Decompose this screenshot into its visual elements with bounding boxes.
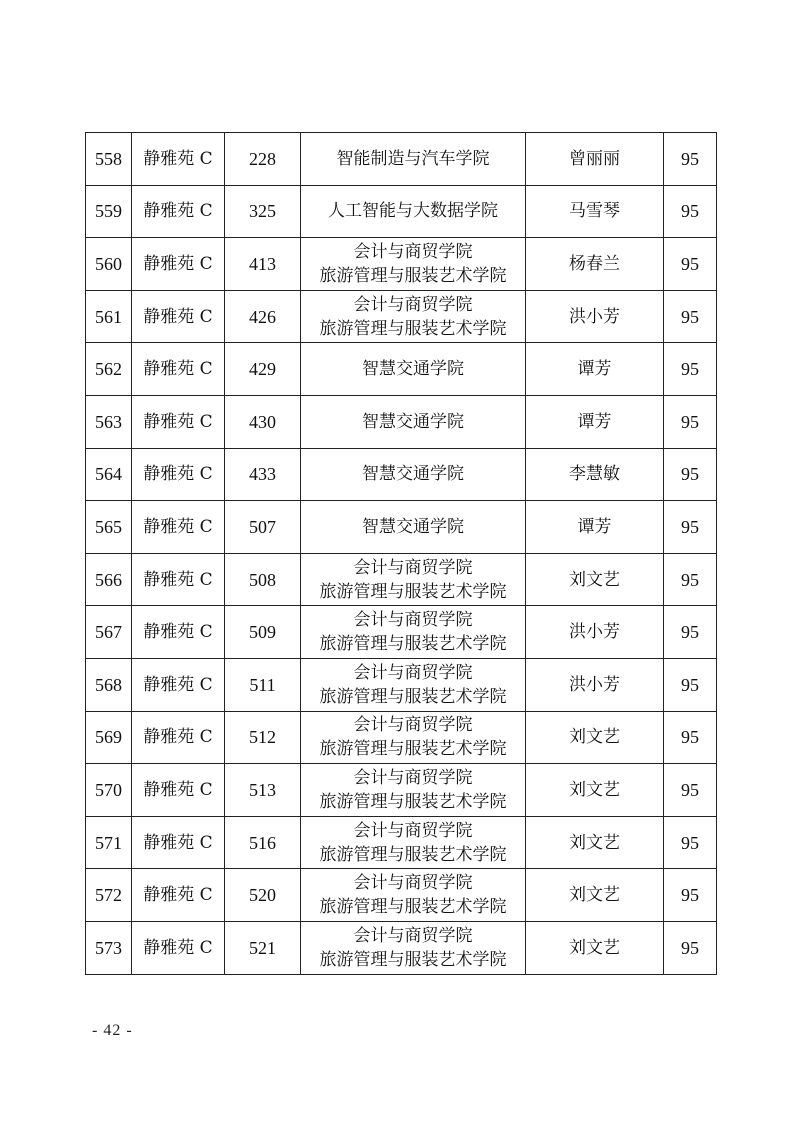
college-cell (301, 343, 526, 396)
room-cell: 511 (225, 658, 301, 711)
building-cell: 静雅苑 C (132, 501, 225, 554)
college-cell (301, 133, 526, 186)
score-cell: 95 (664, 921, 717, 974)
college-name: 智慧交通学院 (362, 359, 464, 380)
college-cell (301, 658, 526, 711)
building-cell: 静雅苑 C (132, 553, 225, 606)
table-body (86, 133, 717, 975)
table-row (86, 869, 717, 922)
college-name: 会计与商贸学院 (353, 294, 473, 315)
row-number-cell: 558 (86, 133, 132, 186)
counselor-cell: 刘文艺 (526, 921, 664, 974)
table-row (86, 501, 717, 554)
score-cell: 95 (664, 238, 717, 291)
room-cell: 520 (225, 869, 301, 922)
score-cell: 95 (664, 501, 717, 554)
counselor-cell: 谭芳 (526, 395, 664, 448)
score-cell: 95 (664, 395, 717, 448)
college-name: 智慧交通学院 (362, 411, 464, 432)
row-number-cell: 561 (86, 290, 132, 343)
building-cell: 静雅苑 C (132, 869, 225, 922)
table-row (86, 921, 717, 974)
college-name: 旅游管理与服装艺术学院 (319, 949, 507, 970)
college-name: 旅游管理与服装艺术学院 (319, 791, 507, 812)
college-cell (301, 185, 526, 238)
score-cell: 95 (664, 606, 717, 659)
building-cell: 静雅苑 C (132, 816, 225, 869)
score-cell: 95 (664, 133, 717, 186)
building-cell: 静雅苑 C (132, 395, 225, 448)
table-row (86, 238, 717, 291)
college-name: 会计与商贸学院 (353, 241, 473, 262)
room-cell: 512 (225, 711, 301, 764)
college-cell (301, 816, 526, 869)
room-cell: 513 (225, 764, 301, 817)
table-row (86, 816, 717, 869)
score-cell: 95 (664, 343, 717, 396)
table-row (86, 606, 717, 659)
row-number-cell: 570 (86, 764, 132, 817)
building-cell: 静雅苑 C (132, 238, 225, 291)
room-cell: 433 (225, 448, 301, 501)
college-name: 会计与商贸学院 (353, 610, 473, 631)
row-number-cell: 565 (86, 501, 132, 554)
row-number-cell: 566 (86, 553, 132, 606)
building-cell: 静雅苑 C (132, 921, 225, 974)
college-cell (301, 764, 526, 817)
college-name: 智能制造与汽车学院 (336, 148, 490, 169)
row-number-cell: 562 (86, 343, 132, 396)
score-cell: 95 (664, 553, 717, 606)
room-cell: 516 (225, 816, 301, 869)
row-number-cell: 563 (86, 395, 132, 448)
counselor-cell: 洪小芳 (526, 658, 664, 711)
room-cell: 325 (225, 185, 301, 238)
counselor-cell: 刘文艺 (526, 816, 664, 869)
college-cell (301, 448, 526, 501)
counselor-cell: 杨春兰 (526, 238, 664, 291)
college-name: 会计与商贸学院 (353, 873, 473, 894)
table-row (86, 764, 717, 817)
building-cell: 静雅苑 C (132, 606, 225, 659)
counselor-cell: 洪小芳 (526, 290, 664, 343)
college-name: 人工智能与大数据学院 (328, 201, 498, 222)
counselor-cell: 刘文艺 (526, 869, 664, 922)
college-name: 会计与商贸学院 (353, 662, 473, 683)
row-number-cell: 569 (86, 711, 132, 764)
college-name: 会计与商贸学院 (353, 557, 473, 578)
room-cell: 426 (225, 290, 301, 343)
row-number-cell: 559 (86, 185, 132, 238)
counselor-cell: 曾丽丽 (526, 133, 664, 186)
college-name: 会计与商贸学院 (353, 925, 473, 946)
score-cell: 95 (664, 658, 717, 711)
room-cell: 429 (225, 343, 301, 396)
college-name: 旅游管理与服装艺术学院 (319, 318, 507, 339)
table-row (86, 448, 717, 501)
table-row (86, 133, 717, 186)
counselor-cell: 谭芳 (526, 343, 664, 396)
row-number-cell: 573 (86, 921, 132, 974)
building-cell: 静雅苑 C (132, 448, 225, 501)
score-cell: 95 (664, 711, 717, 764)
counselor-cell: 李慧敏 (526, 448, 664, 501)
dormitory-score-table (85, 132, 717, 975)
college-cell (301, 606, 526, 659)
counselor-cell: 谭芳 (526, 501, 664, 554)
building-cell: 静雅苑 C (132, 185, 225, 238)
college-name: 旅游管理与服装艺术学院 (319, 686, 507, 707)
college-cell (301, 290, 526, 343)
college-name: 旅游管理与服装艺术学院 (319, 581, 507, 602)
score-cell: 95 (664, 290, 717, 343)
table-row (86, 658, 717, 711)
room-cell: 413 (225, 238, 301, 291)
room-cell: 228 (225, 133, 301, 186)
college-name: 旅游管理与服装艺术学院 (319, 634, 507, 655)
college-cell (301, 395, 526, 448)
building-cell: 静雅苑 C (132, 658, 225, 711)
room-cell: 430 (225, 395, 301, 448)
counselor-cell: 刘文艺 (526, 553, 664, 606)
building-cell: 静雅苑 C (132, 343, 225, 396)
row-number-cell: 568 (86, 658, 132, 711)
building-cell: 静雅苑 C (132, 133, 225, 186)
college-cell (301, 553, 526, 606)
row-number-cell: 572 (86, 869, 132, 922)
table-row (86, 185, 717, 238)
page-number: - 42 - (92, 1022, 133, 1039)
building-cell: 静雅苑 C (132, 764, 225, 817)
college-cell (301, 711, 526, 764)
score-cell: 95 (664, 448, 717, 501)
college-name: 会计与商贸学院 (353, 767, 473, 788)
counselor-cell: 刘文艺 (526, 711, 664, 764)
counselor-cell: 马雪琴 (526, 185, 664, 238)
row-number-cell: 567 (86, 606, 132, 659)
college-name: 会计与商贸学院 (353, 820, 473, 841)
table-row (86, 553, 717, 606)
building-cell: 静雅苑 C (132, 290, 225, 343)
score-cell: 95 (664, 869, 717, 922)
college-name: 旅游管理与服装艺术学院 (319, 844, 507, 865)
college-name: 智慧交通学院 (362, 516, 464, 537)
table-row (86, 711, 717, 764)
college-cell (301, 501, 526, 554)
room-cell: 508 (225, 553, 301, 606)
college-name: 旅游管理与服装艺术学院 (319, 265, 507, 286)
room-cell: 509 (225, 606, 301, 659)
room-cell: 507 (225, 501, 301, 554)
row-number-cell: 560 (86, 238, 132, 291)
row-number-cell: 571 (86, 816, 132, 869)
building-cell: 静雅苑 C (132, 711, 225, 764)
table-row (86, 395, 717, 448)
table-row (86, 343, 717, 396)
row-number-cell: 564 (86, 448, 132, 501)
counselor-cell: 洪小芳 (526, 606, 664, 659)
score-cell: 95 (664, 185, 717, 238)
counselor-cell: 刘文艺 (526, 764, 664, 817)
room-cell: 521 (225, 921, 301, 974)
table-row (86, 290, 717, 343)
college-name: 旅游管理与服装艺术学院 (319, 897, 507, 918)
score-cell: 95 (664, 764, 717, 817)
college-cell (301, 921, 526, 974)
college-name: 会计与商贸学院 (353, 715, 473, 736)
college-cell (301, 238, 526, 291)
college-name: 智慧交通学院 (362, 464, 464, 485)
score-cell: 95 (664, 816, 717, 869)
college-name: 旅游管理与服装艺术学院 (319, 739, 507, 760)
college-cell (301, 869, 526, 922)
